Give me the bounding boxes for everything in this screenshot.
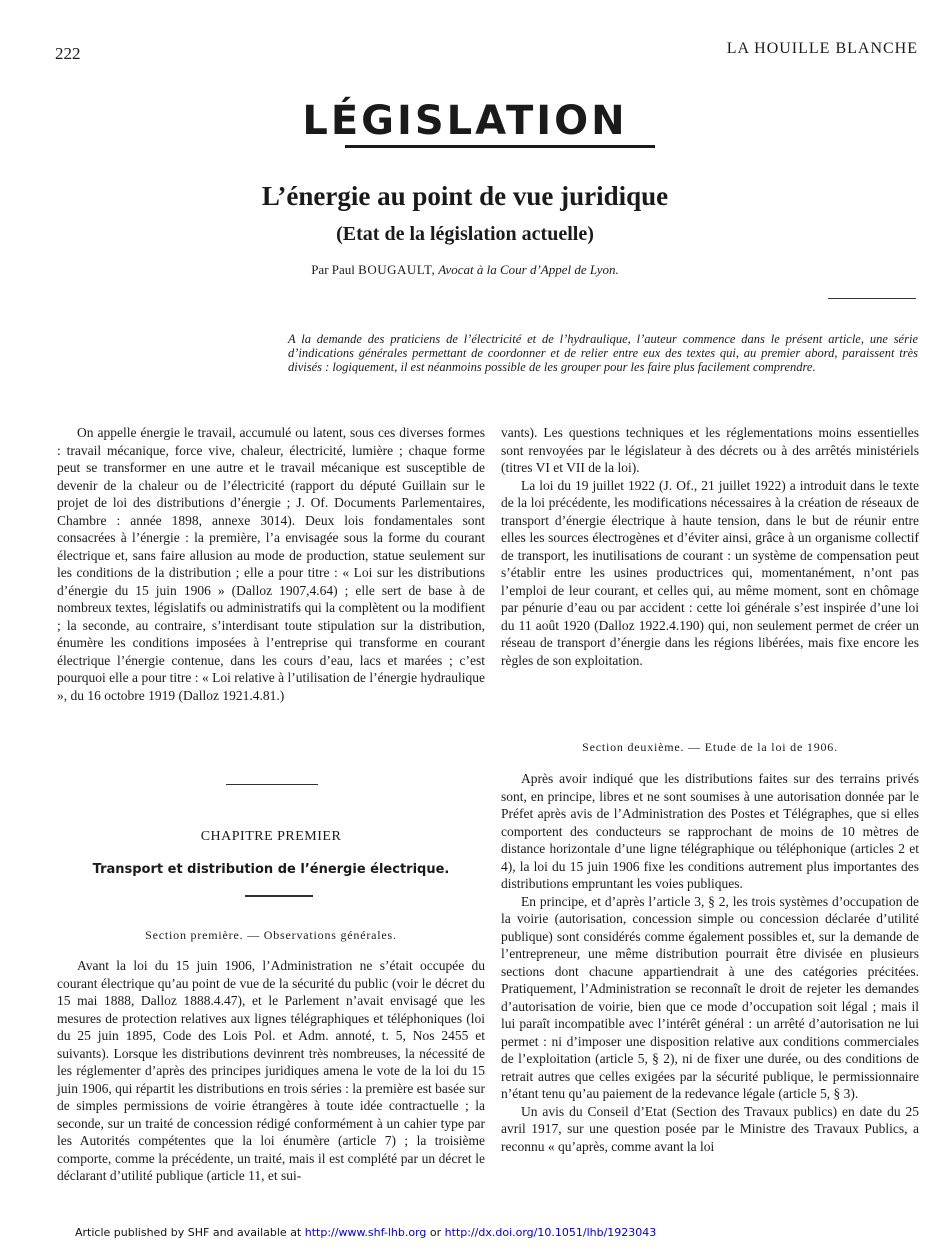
footer-notice xyxy=(75,1226,656,1239)
footer-link-shf[interactable]: http://www.shf-lhb.org xyxy=(304,1226,427,1239)
page-number: 222 xyxy=(55,44,81,63)
article-title: L’énergie au point de vue juridique xyxy=(261,181,669,211)
byline-prefix: Par Paul xyxy=(311,262,359,277)
footer-middle: or xyxy=(426,1226,445,1239)
paragraph-continuation: vants). Les questions techniques et les réglementations moins essentielles sont renvoyées par le législateur à des décrets ou à des arrêtés ministériels (titres VI et VII de la loi). xyxy=(501,425,919,475)
paragraph-private-land: Après avoir indiqué que les distributions faites sur des terrains privés sont, en principe, libres et ne sont soumises à une autorisation donnée par le Préfet après avis de l’Administration des Postes et Télégraphes, que si elles comportent des conducteurs se rapprochant de moins de 10 mètres de distance horizontale d’une ligne télégraphique ou téléphonique (articles 2 et 4), la loi du 15 juin 1906 fixe les conditions autrement plus importantes des distributions empruntant les voies publiques. xyxy=(501,771,919,891)
author-name: BOUGAULT, xyxy=(358,262,436,277)
footer-link-doi[interactable]: http://dx.doi.org/10.1051/lhb/1923043 xyxy=(444,1226,657,1239)
footer-prefix: Article published by SHF and available at xyxy=(75,1226,305,1239)
paragraph-before-1906: Avant la loi du 15 juin 1906, l’Administration ne s’était occupée du courant électrique qu’au point de vue de la sécurité du public (voir le décret du 15 mai 1888, Dalloz 1888.4.47), et le Parlement n’avait envisagé que les mesures de protection relatives aux lignes télégraphiques et téléphoniques (loi du 25 juin 1895, Code des Lois Pol. et Adm. annoté, t. 5, Nos 2455 et suivants). Lorsque les distributions devinrent très nombreuses, la nécessité de les réglementer d’après des principes juridiques amena le vote de la loi du 15 juin 1906, qui répartit les distributions en trois séries : la première est basée sur de simples permissions de voirie étrangères à toute idée contractuelle ; la seconde, sur un traité de concession rédigé conformément à un cahier type par les Autorités compétentes que la loi énumère (article 7) ; la troisième comporte, comme la précédente, un traité, mais il est complété par un décret le déclarant d’utilité publique (article 11, et sui- xyxy=(57,958,485,1183)
chapter-rule xyxy=(245,895,313,897)
paragraph-article-3: En principe, et d’après l’article 3, § 2, les trois systèmes d’occupation de la voirie (autorisation, concession simple ou concession déclarée d’utilité publique) sont considérés comme également possibles et, sur la demande de l’entrepreneur, une même distribution pourrait être divisée en plusieurs sections dont chacune appartiendrait à une des catégories précitées. Pratiquement, l’Administration se reconnaît le droit de rejeter les demandes d’autorisation de voirie, bien que ce mode d’occupation soit légal ; mais il lui paraît incompatible avec l’intérêt général : un arrêté d’autorisation ne lui permet : ni d’imposer une disposition relative aux conditions commerciales de l’exploitation (article 5, § 2), ni de fixer une durée, ou des conditions de retrait autres que celles exigées par la sécurité publique, le permissionnaire n’étant tenu qu’au paiement de la redevance légale (article 5, § 3). xyxy=(501,893,919,1101)
paragraph-conseil-etat: Un avis du Conseil d’Etat (Section des Travaux publics) en date du 25 avril 1917, sur une question posée par le Ministre des Travaux Publics, a reconnu « qu’après, comme avant la loi xyxy=(501,1103,919,1154)
intro-text: A la demande des praticiens de l’électricité et de l’hydraulique, l’auteur commence dans le présent article, une série d’indications générales permettant de coordonner et de relier entre eux des textes qui, au premier abord, paraissent très divisés : logiquement, il est néanmoins possible de les grouper pour les faire plus facilement comprendre. xyxy=(288,332,918,374)
left-column-top xyxy=(57,424,485,704)
left-column-bottom xyxy=(57,957,485,1185)
right-column-top xyxy=(501,424,919,669)
intro-abstract xyxy=(250,332,918,374)
section-title: LÉGISLATION xyxy=(302,98,628,144)
author-affiliation: Avocat à la Cour d’Appel de Lyon. xyxy=(435,262,619,277)
paragraph-loi-1922: La loi du 19 juillet 1922 (J. Of., 21 juillet 1922) a introduit dans le texte de la loi précédente, les modifications nécessaires à la création de réseaux de transport d’énergie électrique à haute tension, dans le but de réunir entre elles les sources électrogènes et d’éviter ainsi, grâce à un organisme collectif de transport, les inutilisations de courant : un système de compensation peut s’établir entre les usines productrices qui, momentanément, n’ont pas l’emploi de leur courant, et celles qui, au même moment, sont en chômage par pénurie d’eau ou par accident : cette loi générale s’est inspirée d’une loi du 11 août 1920 (Dalloz 1922.4.190) qui, non seulement permet de créer un réseau de transport d’énergie dans les régions libérées, mais fixe encore les règles de son exploitation. xyxy=(501,477,919,668)
paragraph-energy-definition: On appelle énergie le travail, accumulé ou latent, sous ces diverses formes : travail mécanique, force vive, chaleur, électricité, lumière ; chaque forme peut se transformer en une autre et le travail mécanique est susceptible de devenir de la chaleur ou de l’électricité (rapport du député Guillain sur le projet de loi des distributions d’énergie ; J. Of. Documents Parlementaires, Chambre : année 1898, annexe 3014). Deux lois fondamentales sont consacrées à l’énergie : la première, l’a envisagée sous la forme du courant électrique et, sans faire allusion au mode de production, statue seulement sur les conditions de la distribution ; elle a pour titre : « Loi sur les distributions d’énergie du 15 juin 1906 » (Dalloz 1907,4.64) ; elle sert de base à de nombreux textes, législatifs ou administratifs qui la complètent ou la modifient ; la seconde, au contraire, s’interdisant toute stipulation sur la distribution, énumère les conditions imposées à l’entreprise qui transforme en courant électrique l’énergie contenue, dans les cours d’eau, lacs et marées ; c’est pourquoi elle a pour titre : « Loi relative à l’utilisation de l’énergie hydraulique », du 16 octobre 1919 (Dalloz 1921.4.81.) xyxy=(57,425,485,703)
title-underline xyxy=(345,145,655,148)
byline xyxy=(0,262,930,278)
separator-rule xyxy=(226,784,318,785)
chapter-subtitle: Transport et distribution de l’énergie électrique. xyxy=(92,862,450,877)
byline-rule xyxy=(828,298,916,299)
chapter-heading: CHAPITRE PREMIER xyxy=(200,829,342,844)
article-subtitle: (Etat de la législation actuelle) xyxy=(336,223,594,245)
journal-name: LA HOUILLE BLANCHE xyxy=(726,40,918,57)
section-two-heading: Section deuxième. — Etude de la loi de 1906. xyxy=(582,740,838,754)
right-column-bottom xyxy=(501,770,919,1155)
section-one-heading: Section première. — Observations générales. xyxy=(145,928,397,942)
